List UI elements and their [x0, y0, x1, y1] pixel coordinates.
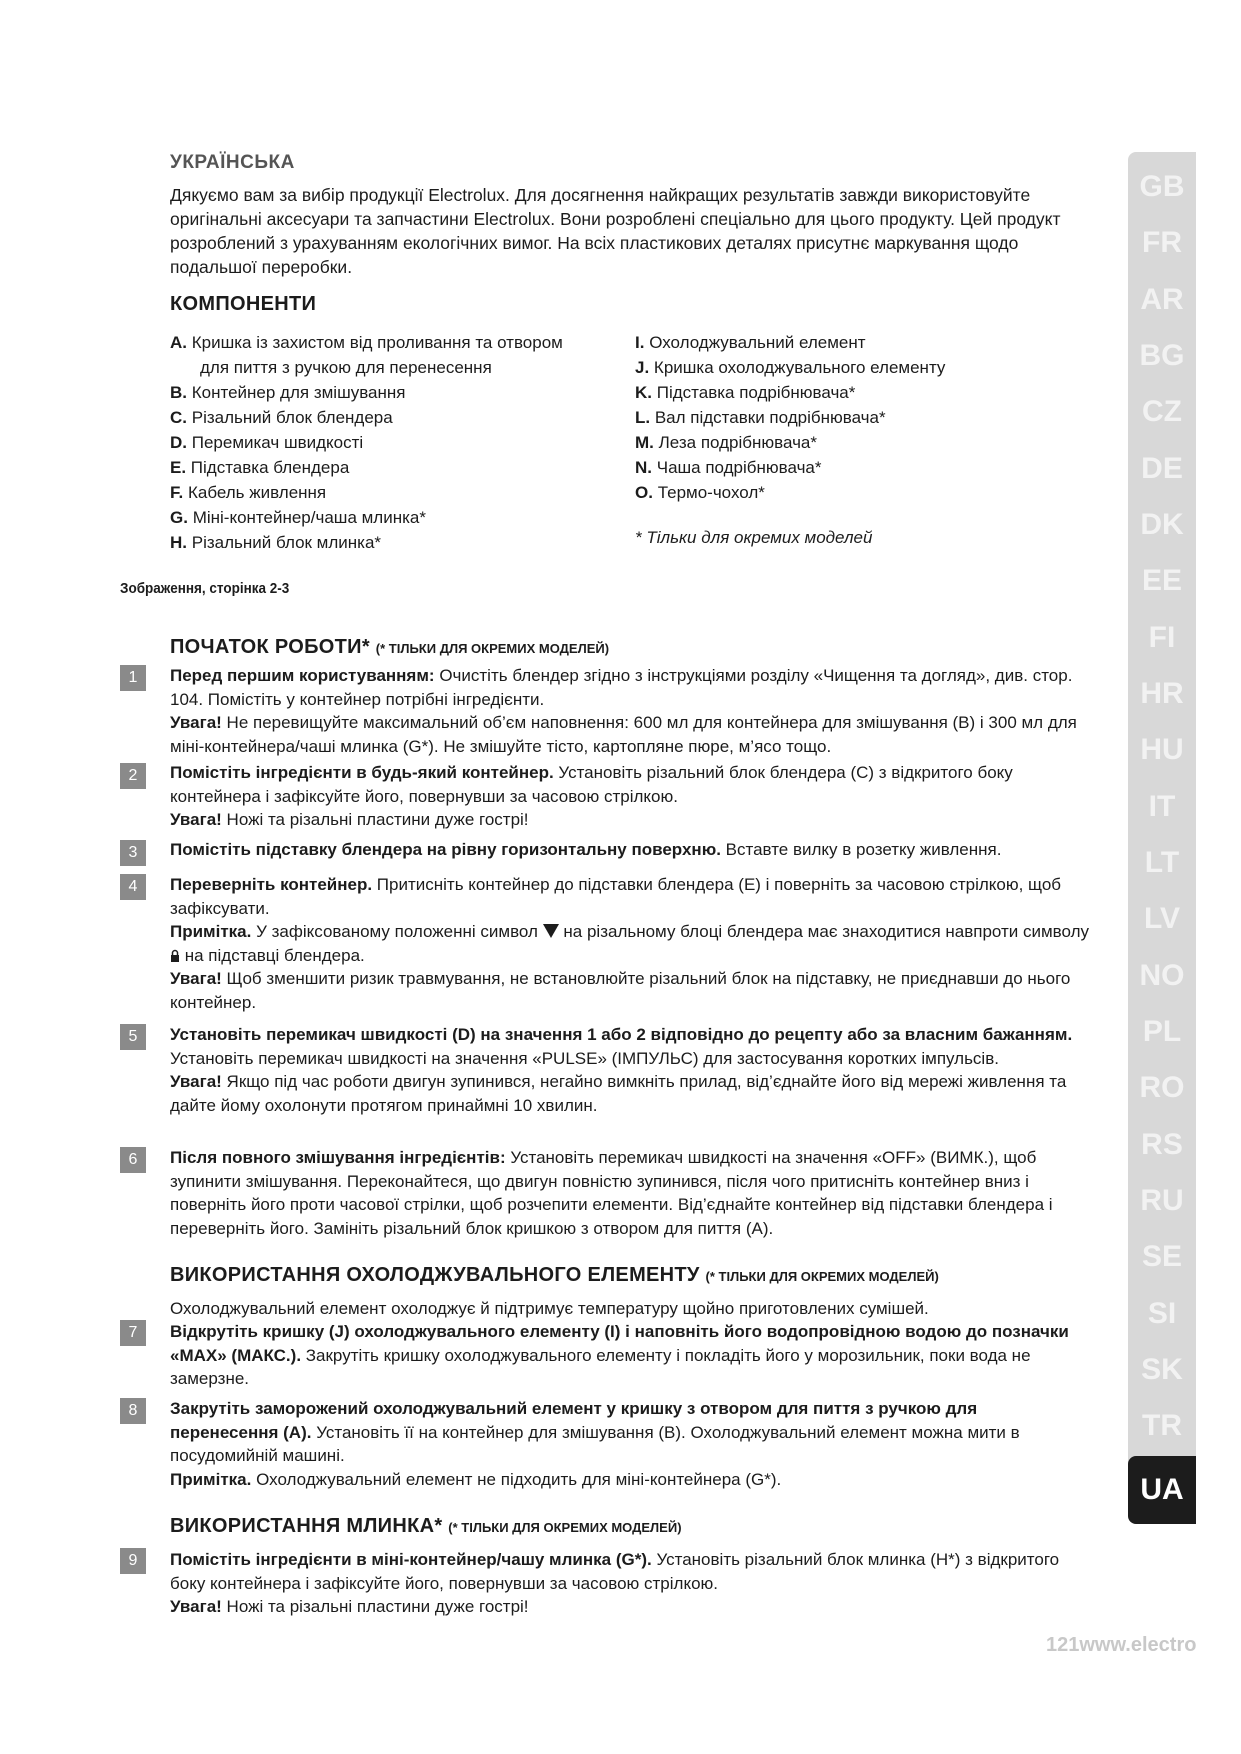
language-heading: УКРАЇНСЬКА	[170, 152, 295, 173]
language-tab-ru[interactable]: RU	[1140, 1184, 1184, 1217]
component-item: B. Контейнер для змішування	[170, 383, 406, 402]
language-tab-cz[interactable]: CZ	[1142, 395, 1182, 428]
language-tab-rs[interactable]: RS	[1141, 1128, 1183, 1161]
components-title: КОМПОНЕНТИ	[170, 293, 317, 315]
step-6: Після повного змішування інгредієнтів: Установіть перемикач швидкості на значення «OFF» (ВИМК.), щоб зупинити змішування. Переконайтеся, що двигун повністю зупинився, після чого притисніть контейнер вниз і поверніть його проти часової стрілки, щоб розчепити елементи. Від’єднайте контейнер від підставки блендера і переверніть його. Замініть різальний блок кришкою з отвором для пиття (A).	[170, 1148, 1053, 1238]
down-triangle-icon	[543, 924, 559, 938]
step-number: 6	[120, 1147, 146, 1173]
language-tab-dk[interactable]: DK	[1140, 508, 1184, 541]
step-number: 3	[120, 840, 146, 866]
step-number: 8	[120, 1398, 146, 1424]
images-reference: Зображення, сторінка 2-3	[120, 580, 290, 597]
step-8: Закрутіть заморожений охолоджувальний елемент у кришку з отвором для пиття з ручкою для перенесення (A). Установіть її на контейнер для змішування (B). Охолоджувальний елемент можна мити в посудомийній машині. Примітка. Охолоджувальний елемент не підходить для міні-контейнера (G*).	[170, 1399, 1020, 1489]
language-tab-ua-active[interactable]: UA	[1128, 1456, 1196, 1524]
step-1: Перед першим користуванням: Очистіть блендер згідно з інструкціями розділу «Чищення та догляд», див. стор. 104. Помістіть у контейнер потрібні інгредієнти. Увага! Не перевищуйте максимальний об’єм наповнення: 600 мл для контейнера для змішування (B) і 300 мл для міні-контейнера/чаші млинка (G*). Не змішуйте тісто, картопляне пюре, м’ясо тощо.	[170, 666, 1077, 756]
components-note: * Тільки для окремих моделей	[635, 528, 873, 547]
step-2: Помістіть інгредієнти в будь-який контейнер. Установіть різальний блок блендера (C) з відкритого боку контейнера і зафіксуйте його, повернувши за часовою стрілкою. Увага! Ножі та різальні пластини дуже гострі!	[170, 763, 1013, 829]
component-item: O. Термо-чохол*	[635, 483, 765, 502]
language-tab-ar[interactable]: AR	[1140, 283, 1184, 316]
language-tab-tr[interactable]: TR	[1142, 1409, 1182, 1442]
page-footer: 121www.electro	[1046, 1634, 1196, 1656]
step-number: 2	[120, 763, 146, 789]
component-item: G. Міні-контейнер/чаша млинка*	[170, 508, 426, 527]
section-title-grinder: ВИКОРИСТАННЯ МЛИНКА* (* ТІЛЬКИ ДЛЯ ОКРЕМИХ МОДЕЛЕЙ)	[170, 1515, 682, 1537]
component-item: H. Різальний блок млинка*	[170, 533, 382, 552]
component-item: M. Леза подрібнювача*	[635, 433, 817, 452]
step-number: 1	[120, 665, 146, 691]
language-tab-it[interactable]: IT	[1148, 790, 1176, 823]
language-tab-se[interactable]: SE	[1141, 1240, 1183, 1273]
intro-paragraph: Дякуємо вам за вибір продукції Electrolux. Для досягнення найкращих результатів завжди використовуйте оригінальні аксесуари та запчастини Electrolux. Вони розроблені спеціально для цього продукту. Цей продукт розроблений з урахуванням екологічних вимог. На всіх пластикових деталях присутнє маркування щодо подальшої переробки.	[170, 185, 1061, 277]
step-number: 4	[120, 874, 146, 900]
component-item: N. Чаша подрібнювача*	[635, 458, 822, 477]
language-tab-ro[interactable]: RO	[1139, 1071, 1185, 1104]
step-5: Установіть перемикач швидкості (D) на значення 1 або 2 відповідно до рецепту або за власним бажанням. Установіть перемикач швидкості на значення «PULSE» (ІМПУЛЬС) для застосування коротких імпульсів. Увага! Якщо під час роботи двигун зупинився, негайно вимкніть прилад, від’єднайте його від мережі живлення та дайте йому охолонути протягом принаймні 10 хвилин.	[170, 1025, 1073, 1115]
component-item: K. Підставка подрібнювача*	[635, 383, 856, 402]
components-list-right	[635, 330, 945, 505]
language-tab-ee[interactable]: EE	[1141, 564, 1183, 597]
language-tab-no[interactable]: NO	[1139, 959, 1185, 992]
component-item: F. Кабель живлення	[170, 483, 327, 502]
section-title-cooling: ВИКОРИСТАННЯ ОХОЛОДЖУВАЛЬНОГО ЕЛЕМЕНТУ (* ТІЛЬКИ ДЛЯ ОКРЕМИХ МОДЕЛЕЙ)	[170, 1264, 939, 1286]
component-item: E. Підставка блендера	[170, 458, 350, 477]
component-item: D. Перемикач швидкості	[170, 433, 364, 452]
step-number: 9	[120, 1548, 146, 1574]
language-tab-de[interactable]: DE	[1141, 452, 1183, 485]
language-tab-lv[interactable]: LV	[1143, 902, 1181, 935]
component-item: для пиття з ручкою для перенесення	[200, 358, 492, 377]
language-tab-pl[interactable]: PL	[1142, 1015, 1182, 1048]
component-item: A. Кришка із захистом від проливання та отвором	[170, 333, 563, 352]
step-7: Відкрутіть кришку (J) охолоджувального елементу (I) і наповніть його водопровідною водою до позначки «MAX» (МАКС.). Закрутіть кришку охолоджувального елементу і покладіть його у морозильник, поки вода не замерзне.	[170, 1322, 1069, 1388]
step-4: Переверніть контейнер. Притисніть контейнер до підставки блендера (E) і поверніть за часовою стрілкою, щоб зафіксувати. Примітка. У зафіксованому положенні символ на різальному блоці блендера має знаходитися навпроти символу на підставці блендера. Увага! Щоб зменшити ризик травмування, не встановлюйте різальний блок на підставку, не приєднавши до нього контейнер.	[170, 875, 1090, 1012]
step-number: 5	[120, 1024, 146, 1050]
language-tab-hu[interactable]: HU	[1140, 733, 1184, 766]
language-tab-gb[interactable]: GB	[1139, 170, 1185, 203]
components-list-left	[170, 330, 563, 555]
step-9: Помістіть інгредієнти в міні-контейнер/чашу млинка (G*). Установіть різальний блок млинка (H*) з відкритого боку контейнера і зафіксуйте його, повернувши за часовою стрілкою. Увага! Ножі та різальні пластини дуже гострі!	[170, 1550, 1060, 1616]
component-item: J. Кришка охолоджувального елементу	[635, 358, 946, 377]
language-tab-bg[interactable]: BG	[1139, 339, 1185, 372]
language-tab-sk[interactable]: SK	[1141, 1353, 1183, 1386]
language-tab-fi[interactable]: FI	[1148, 621, 1176, 654]
language-tab-fr[interactable]: FR	[1142, 226, 1182, 259]
component-item: C. Різальний блок блендера	[170, 408, 393, 427]
language-tab-lt[interactable]: LT	[1144, 846, 1180, 879]
language-tab-hr[interactable]: HR	[1140, 677, 1184, 710]
language-tab-si[interactable]: SI	[1147, 1297, 1177, 1330]
step-3: Помістіть підставку блендера на рівну горизонтальну поверхню. Вставте вилку в розетку живлення.	[170, 840, 1002, 859]
lock-icon	[170, 949, 180, 962]
component-item: I. Охолоджувальний елемент	[635, 333, 866, 352]
cooling-intro: Охолоджувальний елемент охолоджує й підтримує температуру щойно приготовлених сумішей.	[170, 1299, 929, 1318]
step-number: 7	[120, 1320, 146, 1346]
section-title-start: ПОЧАТОК РОБОТИ* (* ТІЛЬКИ ДЛЯ ОКРЕМИХ МОДЕЛЕЙ)	[170, 636, 610, 658]
component-item: L. Вал підставки подрібнювача*	[635, 408, 886, 427]
